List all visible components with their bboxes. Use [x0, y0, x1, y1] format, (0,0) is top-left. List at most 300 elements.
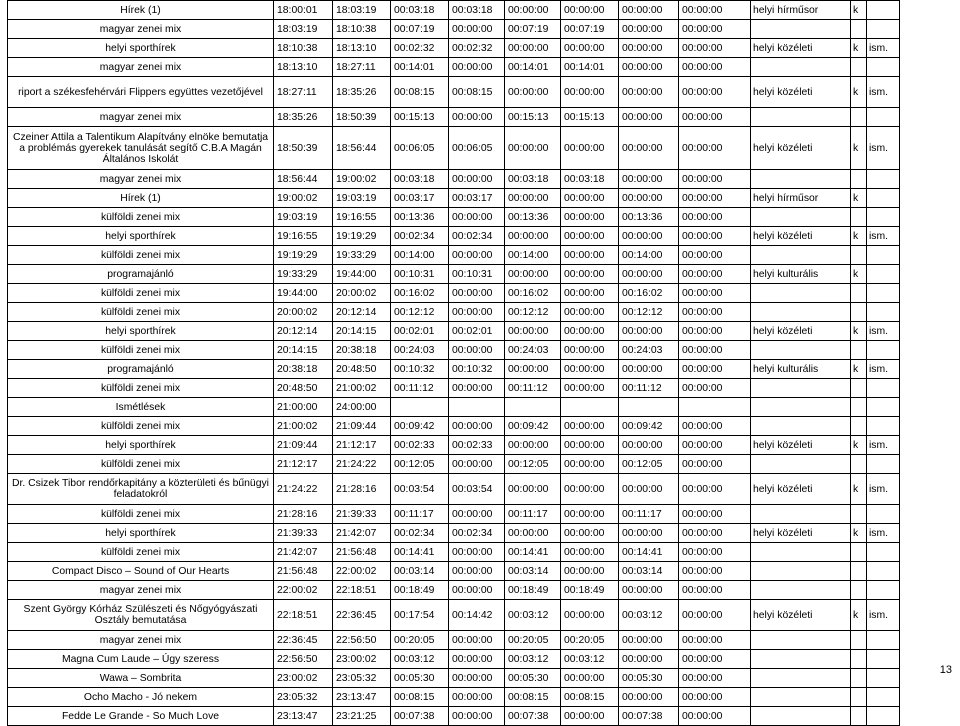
- table-row: [8, 688, 900, 707]
- repeat-flag-cell: ism.: [867, 524, 900, 543]
- k-flag-cell: [851, 303, 867, 322]
- start-time-cell: 23:13:47: [274, 707, 333, 726]
- duration-cell: 00:18:49: [391, 581, 449, 600]
- foreign-music-cell: 00:03:14: [619, 562, 679, 581]
- table-row: [8, 127, 900, 170]
- end-time-cell: 19:44:00: [333, 265, 391, 284]
- repeat-flag-cell: ism.: [867, 322, 900, 341]
- table-row: [8, 39, 900, 58]
- k-flag-cell: [851, 707, 867, 726]
- speech-duration-cell: 00:02:32: [449, 39, 505, 58]
- program-type-cell: [751, 20, 851, 39]
- duration-cell: 00:10:31: [391, 265, 449, 284]
- repeat-flag-cell: [867, 688, 900, 707]
- end-time-cell: 18:03:19: [333, 1, 391, 20]
- speech-duration-cell: 00:08:15: [449, 77, 505, 108]
- end-time-cell: 18:56:44: [333, 127, 391, 170]
- k-flag-cell: [851, 581, 867, 600]
- speech-duration-cell: 00:03:17: [449, 189, 505, 208]
- k-flag-cell: k: [851, 39, 867, 58]
- program-cell: helyi sporthírek: [8, 436, 274, 455]
- repeat-flag-cell: ism.: [867, 360, 900, 379]
- repeat-flag-cell: ism.: [867, 474, 900, 505]
- k-flag-cell: [851, 284, 867, 303]
- foreign-music-cell: 00:12:12: [619, 303, 679, 322]
- speech-duration-cell: 00:00:00: [449, 20, 505, 39]
- speech-duration-cell: 00:00:00: [449, 631, 505, 650]
- duration-cell: 00:02:01: [391, 322, 449, 341]
- hungarian-music-cell: 00:00:00: [561, 39, 619, 58]
- start-time-cell: 21:42:07: [274, 543, 333, 562]
- start-time-cell: 21:00:00: [274, 398, 333, 417]
- music-duration-cell: 00:03:18: [505, 170, 561, 189]
- speech-duration-cell: 00:00:00: [449, 650, 505, 669]
- table-row: [8, 631, 900, 650]
- music-duration-cell: 00:00:00: [505, 474, 561, 505]
- program-type-cell: helyi közéleti: [751, 322, 851, 341]
- hungarian-music-cell: 00:00:00: [561, 360, 619, 379]
- other-duration-cell: 00:00:00: [679, 284, 751, 303]
- program-cell: magyar zenei mix: [8, 20, 274, 39]
- music-duration-cell: 00:00:00: [505, 189, 561, 208]
- other-duration-cell: 00:00:00: [679, 265, 751, 284]
- speech-duration-cell: 00:00:00: [449, 246, 505, 265]
- program-type-cell: [751, 341, 851, 360]
- hungarian-music-cell: 00:18:49: [561, 581, 619, 600]
- duration-cell: 00:15:13: [391, 108, 449, 127]
- table-row: [8, 562, 900, 581]
- duration-cell: 00:03:12: [391, 650, 449, 669]
- music-duration-cell: 00:15:13: [505, 108, 561, 127]
- k-flag-cell: [851, 543, 867, 562]
- table-row: [8, 398, 900, 417]
- speech-duration-cell: 00:02:01: [449, 322, 505, 341]
- program-type-cell: [751, 562, 851, 581]
- duration-cell: 00:08:15: [391, 688, 449, 707]
- duration-cell: 00:10:32: [391, 360, 449, 379]
- music-duration-cell: 00:00:00: [505, 77, 561, 108]
- speech-duration-cell: 00:00:00: [449, 505, 505, 524]
- duration-cell: 00:03:54: [391, 474, 449, 505]
- duration-cell: 00:13:36: [391, 208, 449, 227]
- duration-cell: 00:16:02: [391, 284, 449, 303]
- program-type-cell: [751, 669, 851, 688]
- program-type-cell: helyi közéleti: [751, 600, 851, 631]
- repeat-flag-cell: ism.: [867, 227, 900, 246]
- repeat-flag-cell: [867, 303, 900, 322]
- end-time-cell: 20:12:14: [333, 303, 391, 322]
- repeat-flag-cell: [867, 208, 900, 227]
- k-flag-cell: [851, 631, 867, 650]
- speech-duration-cell: 00:00:00: [449, 417, 505, 436]
- k-flag-cell: k: [851, 436, 867, 455]
- program-type-cell: helyi hírműsor: [751, 189, 851, 208]
- duration-cell: 00:02:32: [391, 39, 449, 58]
- start-time-cell: 20:48:50: [274, 379, 333, 398]
- program-type-cell: [751, 650, 851, 669]
- music-duration-cell: 00:14:41: [505, 543, 561, 562]
- music-duration-cell: 00:03:12: [505, 650, 561, 669]
- end-time-cell: 18:35:26: [333, 77, 391, 108]
- table-row: [8, 265, 900, 284]
- other-duration-cell: 00:00:00: [679, 581, 751, 600]
- program-cell: Dr. Csizek Tibor rendőrkapitány a közterületi és bűnügyi feladatokról: [8, 474, 274, 505]
- program-cell: Magna Cum Laude – Úgy szeress: [8, 650, 274, 669]
- repeat-flag-cell: ism.: [867, 600, 900, 631]
- start-time-cell: 22:18:51: [274, 600, 333, 631]
- other-duration-cell: 00:00:00: [679, 208, 751, 227]
- program-type-cell: [751, 170, 851, 189]
- music-duration-cell: 00:07:19: [505, 20, 561, 39]
- program-cell: Ocho Macho - Jó nekem: [8, 688, 274, 707]
- end-time-cell: 20:00:02: [333, 284, 391, 303]
- duration-cell: [391, 398, 449, 417]
- repeat-flag-cell: [867, 455, 900, 474]
- k-flag-cell: [851, 688, 867, 707]
- other-duration-cell: 00:00:00: [679, 631, 751, 650]
- table-row: [8, 669, 900, 688]
- k-flag-cell: [851, 208, 867, 227]
- hungarian-music-cell: 00:00:00: [561, 303, 619, 322]
- k-flag-cell: [851, 669, 867, 688]
- repeat-flag-cell: [867, 562, 900, 581]
- k-flag-cell: k: [851, 1, 867, 20]
- table-row: [8, 58, 900, 77]
- foreign-music-cell: 00:00:00: [619, 688, 679, 707]
- hungarian-music-cell: 00:00:00: [561, 265, 619, 284]
- start-time-cell: 19:16:55: [274, 227, 333, 246]
- other-duration-cell: 00:00:00: [679, 341, 751, 360]
- duration-cell: 00:03:18: [391, 170, 449, 189]
- hungarian-music-cell: 00:00:00: [561, 562, 619, 581]
- duration-cell: 00:14:01: [391, 58, 449, 77]
- hungarian-music-cell: 00:00:00: [561, 322, 619, 341]
- start-time-cell: 21:28:16: [274, 505, 333, 524]
- start-time-cell: 21:24:22: [274, 474, 333, 505]
- foreign-music-cell: 00:00:00: [619, 127, 679, 170]
- end-time-cell: 21:28:16: [333, 474, 391, 505]
- music-duration-cell: 00:07:38: [505, 707, 561, 726]
- k-flag-cell: [851, 379, 867, 398]
- music-duration-cell: 00:16:02: [505, 284, 561, 303]
- foreign-music-cell: 00:00:00: [619, 265, 679, 284]
- music-duration-cell: 00:05:30: [505, 669, 561, 688]
- foreign-music-cell: 00:00:00: [619, 581, 679, 600]
- duration-cell: 00:03:17: [391, 189, 449, 208]
- table-row: [8, 581, 900, 600]
- other-duration-cell: 00:00:00: [679, 436, 751, 455]
- k-flag-cell: [851, 341, 867, 360]
- table-row: [8, 77, 900, 108]
- foreign-music-cell: 00:00:00: [619, 189, 679, 208]
- hungarian-music-cell: 00:00:00: [561, 505, 619, 524]
- program-type-cell: [751, 455, 851, 474]
- foreign-music-cell: 00:00:00: [619, 39, 679, 58]
- table-row: [8, 650, 900, 669]
- k-flag-cell: [851, 455, 867, 474]
- other-duration-cell: 00:00:00: [679, 1, 751, 20]
- end-time-cell: 21:24:22: [333, 455, 391, 474]
- program-cell: helyi sporthírek: [8, 524, 274, 543]
- hungarian-music-cell: 00:00:00: [561, 417, 619, 436]
- hungarian-music-cell: 00:00:00: [561, 189, 619, 208]
- duration-cell: 00:17:54: [391, 600, 449, 631]
- other-duration-cell: 00:00:00: [679, 474, 751, 505]
- speech-duration-cell: 00:00:00: [449, 170, 505, 189]
- music-duration-cell: 00:00:00: [505, 127, 561, 170]
- table-row: [8, 189, 900, 208]
- repeat-flag-cell: [867, 650, 900, 669]
- start-time-cell: 23:00:02: [274, 669, 333, 688]
- other-duration-cell: 00:00:00: [679, 58, 751, 77]
- repeat-flag-cell: [867, 631, 900, 650]
- program-type-cell: [751, 688, 851, 707]
- other-duration-cell: 00:00:00: [679, 417, 751, 436]
- start-time-cell: 21:09:44: [274, 436, 333, 455]
- table-row: [8, 455, 900, 474]
- music-duration-cell: 00:00:00: [505, 436, 561, 455]
- hungarian-music-cell: 00:00:00: [561, 455, 619, 474]
- start-time-cell: 20:00:02: [274, 303, 333, 322]
- other-duration-cell: 00:00:00: [679, 77, 751, 108]
- music-duration-cell: 00:00:00: [505, 360, 561, 379]
- foreign-music-cell: 00:00:00: [619, 360, 679, 379]
- music-duration-cell: 00:13:36: [505, 208, 561, 227]
- program-type-cell: [751, 108, 851, 127]
- other-duration-cell: 00:00:00: [679, 227, 751, 246]
- end-time-cell: 21:09:44: [333, 417, 391, 436]
- program-cell: riport a székesfehérvári Flippers együttes vezetőjével: [8, 77, 274, 108]
- other-duration-cell: 00:00:00: [679, 455, 751, 474]
- hungarian-music-cell: 00:00:00: [561, 341, 619, 360]
- table-row: [8, 474, 900, 505]
- foreign-music-cell: 00:00:00: [619, 322, 679, 341]
- foreign-music-cell: 00:00:00: [619, 77, 679, 108]
- music-duration-cell: 00:03:12: [505, 600, 561, 631]
- program-cell: külföldi zenei mix: [8, 455, 274, 474]
- foreign-music-cell: [619, 398, 679, 417]
- program-cell: Ismétlések: [8, 398, 274, 417]
- table-row: [8, 322, 900, 341]
- program-type-cell: [751, 417, 851, 436]
- foreign-music-cell: 00:16:02: [619, 284, 679, 303]
- speech-duration-cell: 00:00:00: [449, 669, 505, 688]
- start-time-cell: 21:00:02: [274, 417, 333, 436]
- other-duration-cell: 00:00:00: [679, 127, 751, 170]
- end-time-cell: 21:39:33: [333, 505, 391, 524]
- end-time-cell: 23:21:25: [333, 707, 391, 726]
- other-duration-cell: 00:00:00: [679, 303, 751, 322]
- end-time-cell: 21:56:48: [333, 543, 391, 562]
- program-cell: külföldi zenei mix: [8, 303, 274, 322]
- program-cell: Hírek (1): [8, 189, 274, 208]
- speech-duration-cell: 00:10:31: [449, 265, 505, 284]
- start-time-cell: 22:56:50: [274, 650, 333, 669]
- hungarian-music-cell: 00:00:00: [561, 543, 619, 562]
- end-time-cell: 23:00:02: [333, 650, 391, 669]
- start-time-cell: 19:44:00: [274, 284, 333, 303]
- repeat-flag-cell: [867, 170, 900, 189]
- program-cell: magyar zenei mix: [8, 58, 274, 77]
- speech-duration-cell: 00:00:00: [449, 303, 505, 322]
- start-time-cell: 21:12:17: [274, 455, 333, 474]
- table-row: [8, 208, 900, 227]
- program-cell: külföldi zenei mix: [8, 379, 274, 398]
- music-duration-cell: 00:12:12: [505, 303, 561, 322]
- speech-duration-cell: 00:00:00: [449, 341, 505, 360]
- program-type-cell: helyi közéleti: [751, 524, 851, 543]
- program-type-cell: [751, 505, 851, 524]
- music-duration-cell: 00:11:12: [505, 379, 561, 398]
- hungarian-music-cell: 00:00:00: [561, 707, 619, 726]
- hungarian-music-cell: 00:00:00: [561, 284, 619, 303]
- start-time-cell: 20:38:18: [274, 360, 333, 379]
- hungarian-music-cell: 00:00:00: [561, 474, 619, 505]
- k-flag-cell: k: [851, 360, 867, 379]
- hungarian-music-cell: 00:03:18: [561, 170, 619, 189]
- start-time-cell: 18:10:38: [274, 39, 333, 58]
- speech-duration-cell: 00:00:00: [449, 284, 505, 303]
- program-type-cell: helyi közéleti: [751, 436, 851, 455]
- end-time-cell: 22:36:45: [333, 600, 391, 631]
- duration-cell: 00:03:18: [391, 1, 449, 20]
- program-cell: magyar zenei mix: [8, 108, 274, 127]
- other-duration-cell: 00:00:00: [679, 189, 751, 208]
- end-time-cell: 22:00:02: [333, 562, 391, 581]
- duration-cell: 00:07:38: [391, 707, 449, 726]
- table-row: [8, 341, 900, 360]
- hungarian-music-cell: 00:00:00: [561, 436, 619, 455]
- start-time-cell: 19:00:02: [274, 189, 333, 208]
- foreign-music-cell: 00:09:42: [619, 417, 679, 436]
- repeat-flag-cell: ism.: [867, 77, 900, 108]
- speech-duration-cell: 00:00:00: [449, 455, 505, 474]
- k-flag-cell: k: [851, 227, 867, 246]
- program-type-cell: helyi kulturális: [751, 265, 851, 284]
- hungarian-music-cell: 00:00:00: [561, 77, 619, 108]
- hungarian-music-cell: 00:00:00: [561, 524, 619, 543]
- end-time-cell: 18:10:38: [333, 20, 391, 39]
- k-flag-cell: [851, 650, 867, 669]
- other-duration-cell: [679, 398, 751, 417]
- foreign-music-cell: 00:00:00: [619, 1, 679, 20]
- program-type-cell: helyi közéleti: [751, 39, 851, 58]
- duration-cell: 00:11:17: [391, 505, 449, 524]
- other-duration-cell: 00:00:00: [679, 246, 751, 265]
- program-cell: külföldi zenei mix: [8, 208, 274, 227]
- speech-duration-cell: 00:00:00: [449, 58, 505, 77]
- k-flag-cell: [851, 246, 867, 265]
- other-duration-cell: 00:00:00: [679, 650, 751, 669]
- end-time-cell: 19:03:19: [333, 189, 391, 208]
- foreign-music-cell: 00:14:00: [619, 246, 679, 265]
- program-type-cell: [751, 581, 851, 600]
- music-duration-cell: 00:00:00: [505, 265, 561, 284]
- other-duration-cell: 00:00:00: [679, 524, 751, 543]
- program-type-cell: [751, 398, 851, 417]
- program-cell: Hírek (1): [8, 1, 274, 20]
- k-flag-cell: [851, 398, 867, 417]
- music-duration-cell: [505, 398, 561, 417]
- hungarian-music-cell: 00:00:00: [561, 600, 619, 631]
- hungarian-music-cell: 00:20:05: [561, 631, 619, 650]
- music-duration-cell: 00:20:05: [505, 631, 561, 650]
- duration-cell: 00:02:34: [391, 227, 449, 246]
- speech-duration-cell: 00:02:34: [449, 524, 505, 543]
- duration-cell: 00:12:12: [391, 303, 449, 322]
- hungarian-music-cell: 00:00:00: [561, 227, 619, 246]
- speech-duration-cell: 00:00:00: [449, 707, 505, 726]
- k-flag-cell: [851, 20, 867, 39]
- table-row: [8, 20, 900, 39]
- program-type-cell: helyi közéleti: [751, 227, 851, 246]
- speech-duration-cell: 00:00:00: [449, 562, 505, 581]
- repeat-flag-cell: [867, 581, 900, 600]
- program-cell: programajánló: [8, 360, 274, 379]
- repeat-flag-cell: [867, 505, 900, 524]
- music-duration-cell: 00:09:42: [505, 417, 561, 436]
- table-row: [8, 284, 900, 303]
- repeat-flag-cell: [867, 341, 900, 360]
- program-cell: programajánló: [8, 265, 274, 284]
- program-type-cell: [751, 707, 851, 726]
- start-time-cell: 18:27:11: [274, 77, 333, 108]
- speech-duration-cell: 00:10:32: [449, 360, 505, 379]
- start-time-cell: 20:14:15: [274, 341, 333, 360]
- speech-duration-cell: 00:03:54: [449, 474, 505, 505]
- other-duration-cell: 00:00:00: [679, 562, 751, 581]
- duration-cell: 00:12:05: [391, 455, 449, 474]
- k-flag-cell: [851, 417, 867, 436]
- table-row: [8, 707, 900, 726]
- music-duration-cell: 00:00:00: [505, 322, 561, 341]
- table-row: [8, 1, 900, 20]
- table-row: [8, 436, 900, 455]
- k-flag-cell: k: [851, 127, 867, 170]
- program-cell: külföldi zenei mix: [8, 543, 274, 562]
- end-time-cell: 23:13:47: [333, 688, 391, 707]
- program-type-cell: [751, 379, 851, 398]
- start-time-cell: 18:13:10: [274, 58, 333, 77]
- end-time-cell: 22:18:51: [333, 581, 391, 600]
- foreign-music-cell: 00:07:38: [619, 707, 679, 726]
- k-flag-cell: [851, 170, 867, 189]
- speech-duration-cell: 00:06:05: [449, 127, 505, 170]
- other-duration-cell: 00:00:00: [679, 505, 751, 524]
- start-time-cell: 18:56:44: [274, 170, 333, 189]
- duration-cell: 00:02:34: [391, 524, 449, 543]
- end-time-cell: 19:00:02: [333, 170, 391, 189]
- start-time-cell: 22:36:45: [274, 631, 333, 650]
- end-time-cell: 19:16:55: [333, 208, 391, 227]
- hungarian-music-cell: 00:00:00: [561, 208, 619, 227]
- k-flag-cell: [851, 108, 867, 127]
- speech-duration-cell: 00:00:00: [449, 688, 505, 707]
- hungarian-music-cell: [561, 398, 619, 417]
- repeat-flag-cell: [867, 20, 900, 39]
- end-time-cell: 21:12:17: [333, 436, 391, 455]
- program-cell: magyar zenei mix: [8, 631, 274, 650]
- foreign-music-cell: 00:00:00: [619, 170, 679, 189]
- foreign-music-cell: 00:00:00: [619, 524, 679, 543]
- repeat-flag-cell: [867, 398, 900, 417]
- table-row: [8, 379, 900, 398]
- k-flag-cell: k: [851, 322, 867, 341]
- table-row: [8, 524, 900, 543]
- duration-cell: 00:11:12: [391, 379, 449, 398]
- other-duration-cell: 00:00:00: [679, 600, 751, 631]
- foreign-music-cell: 00:00:00: [619, 58, 679, 77]
